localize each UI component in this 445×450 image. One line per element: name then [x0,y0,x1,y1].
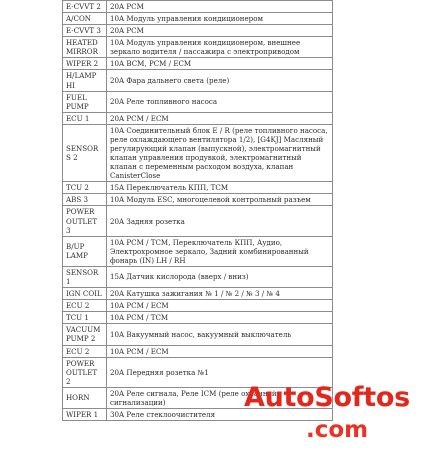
fuse-name-cell: VACUUM PUMP 2 [63,324,107,345]
table-row [63,345,333,357]
fuse-description-cell: 20A PCM / ECM [107,112,333,124]
table-row [63,194,333,206]
fuse-description-cell: 10A Вакуумный насос, вакуумный выключатель [107,324,333,345]
fuse-name-cell: ECU 1 [63,112,107,124]
table-row [63,182,333,194]
table-row [63,206,333,236]
fuse-name-cell: A/CON [63,13,107,25]
fuse-name-cell: TCU 2 [63,182,107,194]
fuse-name-cell: WIPER 1 [63,408,107,420]
table-row [63,91,333,112]
fuse-description-cell: 10A PCM / TCM, Переключатель КПП, Аудио, Электрохромное зеркало, Задний комбинированный фонарь (IN) LH / RH [107,236,333,266]
fuse-description-cell: 10A Модуль управления кондиционером, внешнее зеркало водителя / пассажира с электроприводом [107,37,333,58]
table-row [63,70,333,91]
fuse-description-cell: 30A Реле стеклоочистителя [107,408,333,420]
fuse-name-cell: E-CVVT 3 [63,25,107,37]
fuse-description-cell: 15A Переключатель КПП, TCM [107,182,333,194]
fuse-name-cell: ECU 2 [63,345,107,357]
table-row [63,236,333,266]
fuse-description-cell: 20A Реле топливного насоса [107,91,333,112]
fuse-description-cell: 20A Реле сигнала, Реле ICM (реле охранной сигнализации) [107,387,333,408]
fuse-name-cell: B/UP LAMP [63,236,107,266]
fuse-name-cell: ABS 3 [63,194,107,206]
table-row [63,300,333,312]
fuse-table-body [63,1,333,421]
fuse-description-cell: 20A PCM [107,1,333,13]
fuse-description-cell: 10A PCM / ECM [107,345,333,357]
table-row [63,266,333,287]
table-row [63,58,333,70]
table-row [63,112,333,124]
table-row [63,124,333,181]
fuse-name-cell: E-CVVT 2 [63,1,107,13]
fuse-description-cell: 20A Задняя розетка [107,206,333,236]
table-row [63,324,333,345]
fuse-name-cell: SENSORS 2 [63,124,107,181]
table-row [63,13,333,25]
table-row [63,288,333,300]
fuse-name-cell: FUEL PUMP [63,91,107,112]
fuse-description-cell: 20A PCM [107,25,333,37]
fuse-description-cell: 10A Модуль ESC, многоцелевой контрольный разъем [107,194,333,206]
fuse-description-cell: 10A PCM / TCM [107,312,333,324]
fuse-name-cell: POWER OUTLET 2 [63,357,107,387]
fuse-name-cell: TCU 1 [63,312,107,324]
table-row [63,37,333,58]
watermark-domain-text: .com [306,417,369,443]
fuse-name-cell: SENSOR 1 [63,266,107,287]
fuse-name-cell: WIPER 2 [63,58,107,70]
fuse-description-cell: 10A PCM / ECM [107,300,333,312]
fuse-description-cell: 10A BCM, PCM / ECM [107,58,333,70]
fuse-description-cell: 15A Датчик кислорода (вверх / вниз) [107,266,333,287]
fuse-description-cell: 10A Модуль управления кондиционером [107,13,333,25]
table-row [63,312,333,324]
fuse-name-cell: HEATED MIRROR [63,37,107,58]
fuse-name-cell: IGN COIL [63,288,107,300]
table-row [63,25,333,37]
fuse-name-cell: ECU 2 [63,300,107,312]
fuse-name-cell: HORN [63,387,107,408]
fuse-name-cell: POWER OUTLET 3 [63,206,107,236]
watermark-logo-text: AutoSoftos [244,382,410,413]
fuse-name-cell: H/LAMP HI [63,70,107,91]
fuse-description-cell: 20A Передняя розетка №1 [107,357,333,387]
fuse-description-cell: 20A Фара дальнего света (реле) [107,70,333,91]
fuse-description-cell: 10A Соединительный блок E / R (реле топливного насоса, реле охлаждающего вентилятора 1/2), [G4KJ] Масляный регулирующий клапан (выпускной), электромагнитный клапан управления продувкой, электромагнитный клапан с переменным расходом воздуха, клапан CanisterClose [107,124,333,181]
table-row [63,1,333,13]
fuse-table [62,0,333,421]
fuse-description-cell: 20A Катушка зажигания № 1 / № 2 / № 3 / № 4 [107,288,333,300]
